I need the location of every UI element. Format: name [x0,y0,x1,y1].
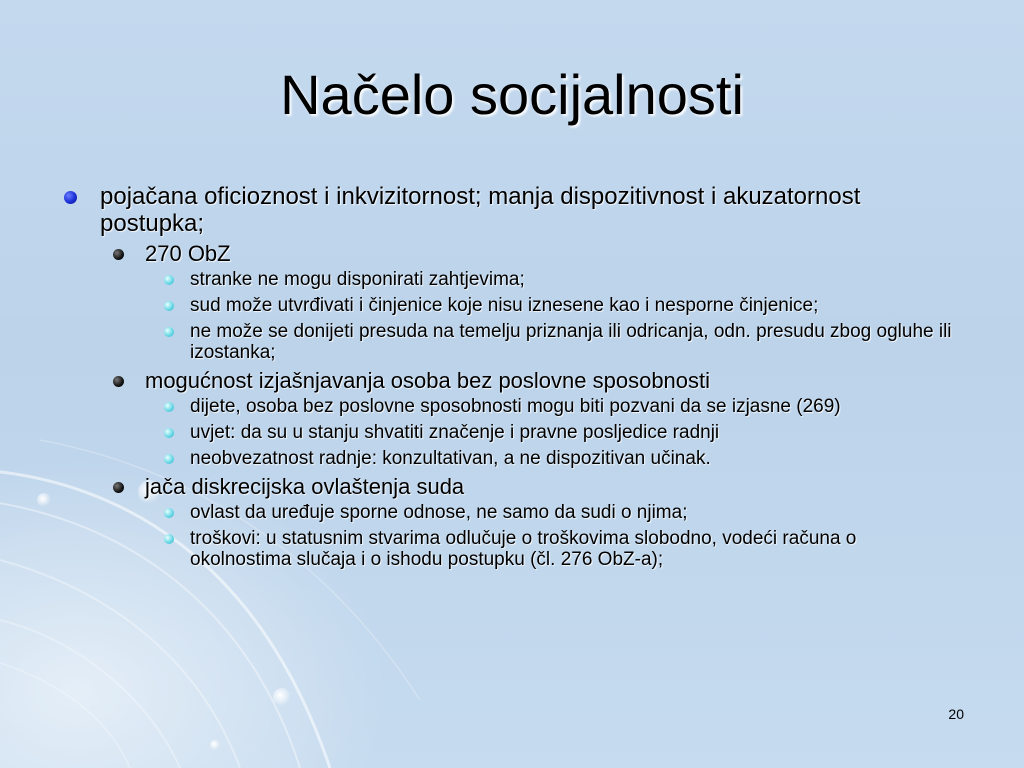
bullet-dot-icon [164,508,174,518]
bullet-text: ovlast da uređuje sporne odnose, ne samo da sudi o njima; [190,502,688,523]
bullet-item-level3 [60,269,960,290]
bullet-text: mogućnost izjašnjavanja osoba bez poslovne sposobnosti [145,368,711,393]
bullet-item-level3 [60,321,960,363]
bullet-dot-icon [164,275,174,285]
bullet-item-level3 [60,295,960,316]
bullet-text: sud može utvrđivati i činjenice koje nisu iznesene kao i nesporne činjenice; [190,295,819,316]
bullet-item-level3 [60,448,960,469]
bullet-dot-icon [164,327,174,337]
bullet-item-level2 [60,474,960,499]
slide-title: Načelo socijalnosti [280,63,744,126]
bullet-list [60,183,960,575]
bullet-dot-icon [164,534,174,544]
bullet-item-level2 [60,241,960,266]
bullet-dot-icon [164,454,174,464]
bullet-item-level3 [60,396,960,417]
bullet-dot-icon [113,376,124,387]
bullet-dot-icon [164,402,174,412]
bullet-item-level1 [60,183,960,237]
bullet-text: 270 ObZ [145,241,231,266]
bullet-item-level2 [60,368,960,393]
bullet-dot-icon [64,191,77,204]
bullet-item-level3 [60,502,960,523]
bullet-dot-icon [164,301,174,311]
bullet-item-level3 [60,528,960,570]
bullet-dot-icon [113,482,124,493]
bullet-text: neobvezatnost radnje: konzultativan, a ne dispozitivan učinak. [190,448,711,469]
bullet-text: dijete, osoba bez poslovne sposobnosti mogu biti pozvani da se izjasne (269) [190,396,841,417]
bullet-dot-icon [164,428,174,438]
bullet-text: stranke ne mogu disponirati zahtjevima; [190,269,525,290]
bullet-item-level3 [60,422,960,443]
page-number: 20 [948,706,964,722]
bullet-dot-icon [113,249,124,260]
bullet-text: uvjet: da su u stanju shvatiti značenje i pravne posljedice radnji [190,422,720,443]
bullet-text: pojačana oficioznost i inkvizitornost; manja dispozitivnost i akuzatornost postupka; [100,183,861,237]
bullet-text: ne može se donijeti presuda na temelju priznanja ili odricanja, odn. presudu zbog ogluhe ili izostanka; [190,321,952,363]
bullet-text: jača diskrecijska ovlaštenja suda [145,474,465,499]
bullet-text: troškovi: u statusnim stvarima odlučuje o troškovima slobodno, vodeći računa o okolnostima slučaja i o ishodu postupku (čl. 276 ObZ-a); [190,528,857,570]
